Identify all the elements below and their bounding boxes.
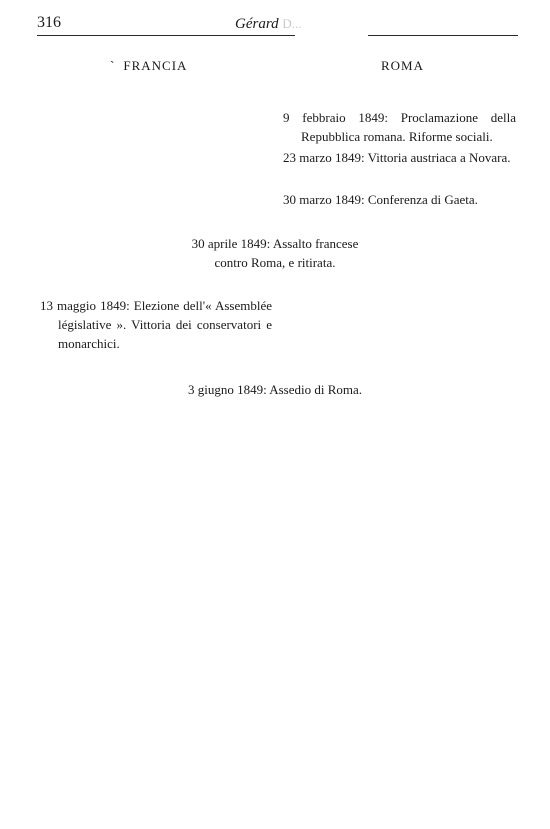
column-heading-francia bbox=[110, 58, 187, 74]
column-heading-mark: ` bbox=[110, 58, 116, 73]
francia-entry-13-maggio: 13 maggio 1849: Elezione dell'« Assemblée législative ». Vittoria dei conservatori e monarchici. bbox=[40, 298, 272, 351]
running-head-author: Gérard bbox=[235, 16, 279, 32]
header-rule-right bbox=[368, 35, 518, 36]
center-entry-3-giugno: 3 giugno 1849: Assedio di Roma. bbox=[187, 382, 363, 397]
roma-entry-9-febbraio: 9 febbraio 1849: Proclamazione della Repubblica romana. Riforme sociali. bbox=[283, 110, 516, 144]
roma-entry-23-marzo: 23 marzo 1849: Vittoria austriaca a Novara. bbox=[283, 150, 511, 165]
running-head-faded: D... bbox=[282, 16, 302, 31]
center-entry-30-aprile bbox=[160, 234, 390, 272]
center-entry-30-aprile-line2: contro Roma, e ritirata. bbox=[214, 255, 336, 270]
header-rule-left bbox=[37, 35, 295, 36]
page-number: 316 bbox=[37, 14, 61, 31]
column-heading-roma: ROMA bbox=[381, 58, 425, 73]
column-heading-francia-label: FRANCIA bbox=[123, 58, 188, 73]
roma-entry-30-marzo: 30 marzo 1849: Conferenza di Gaeta. bbox=[283, 192, 478, 207]
center-entry-30-aprile-line1: 30 aprile 1849: Assalto francese bbox=[191, 236, 359, 251]
running-head bbox=[235, 16, 302, 33]
